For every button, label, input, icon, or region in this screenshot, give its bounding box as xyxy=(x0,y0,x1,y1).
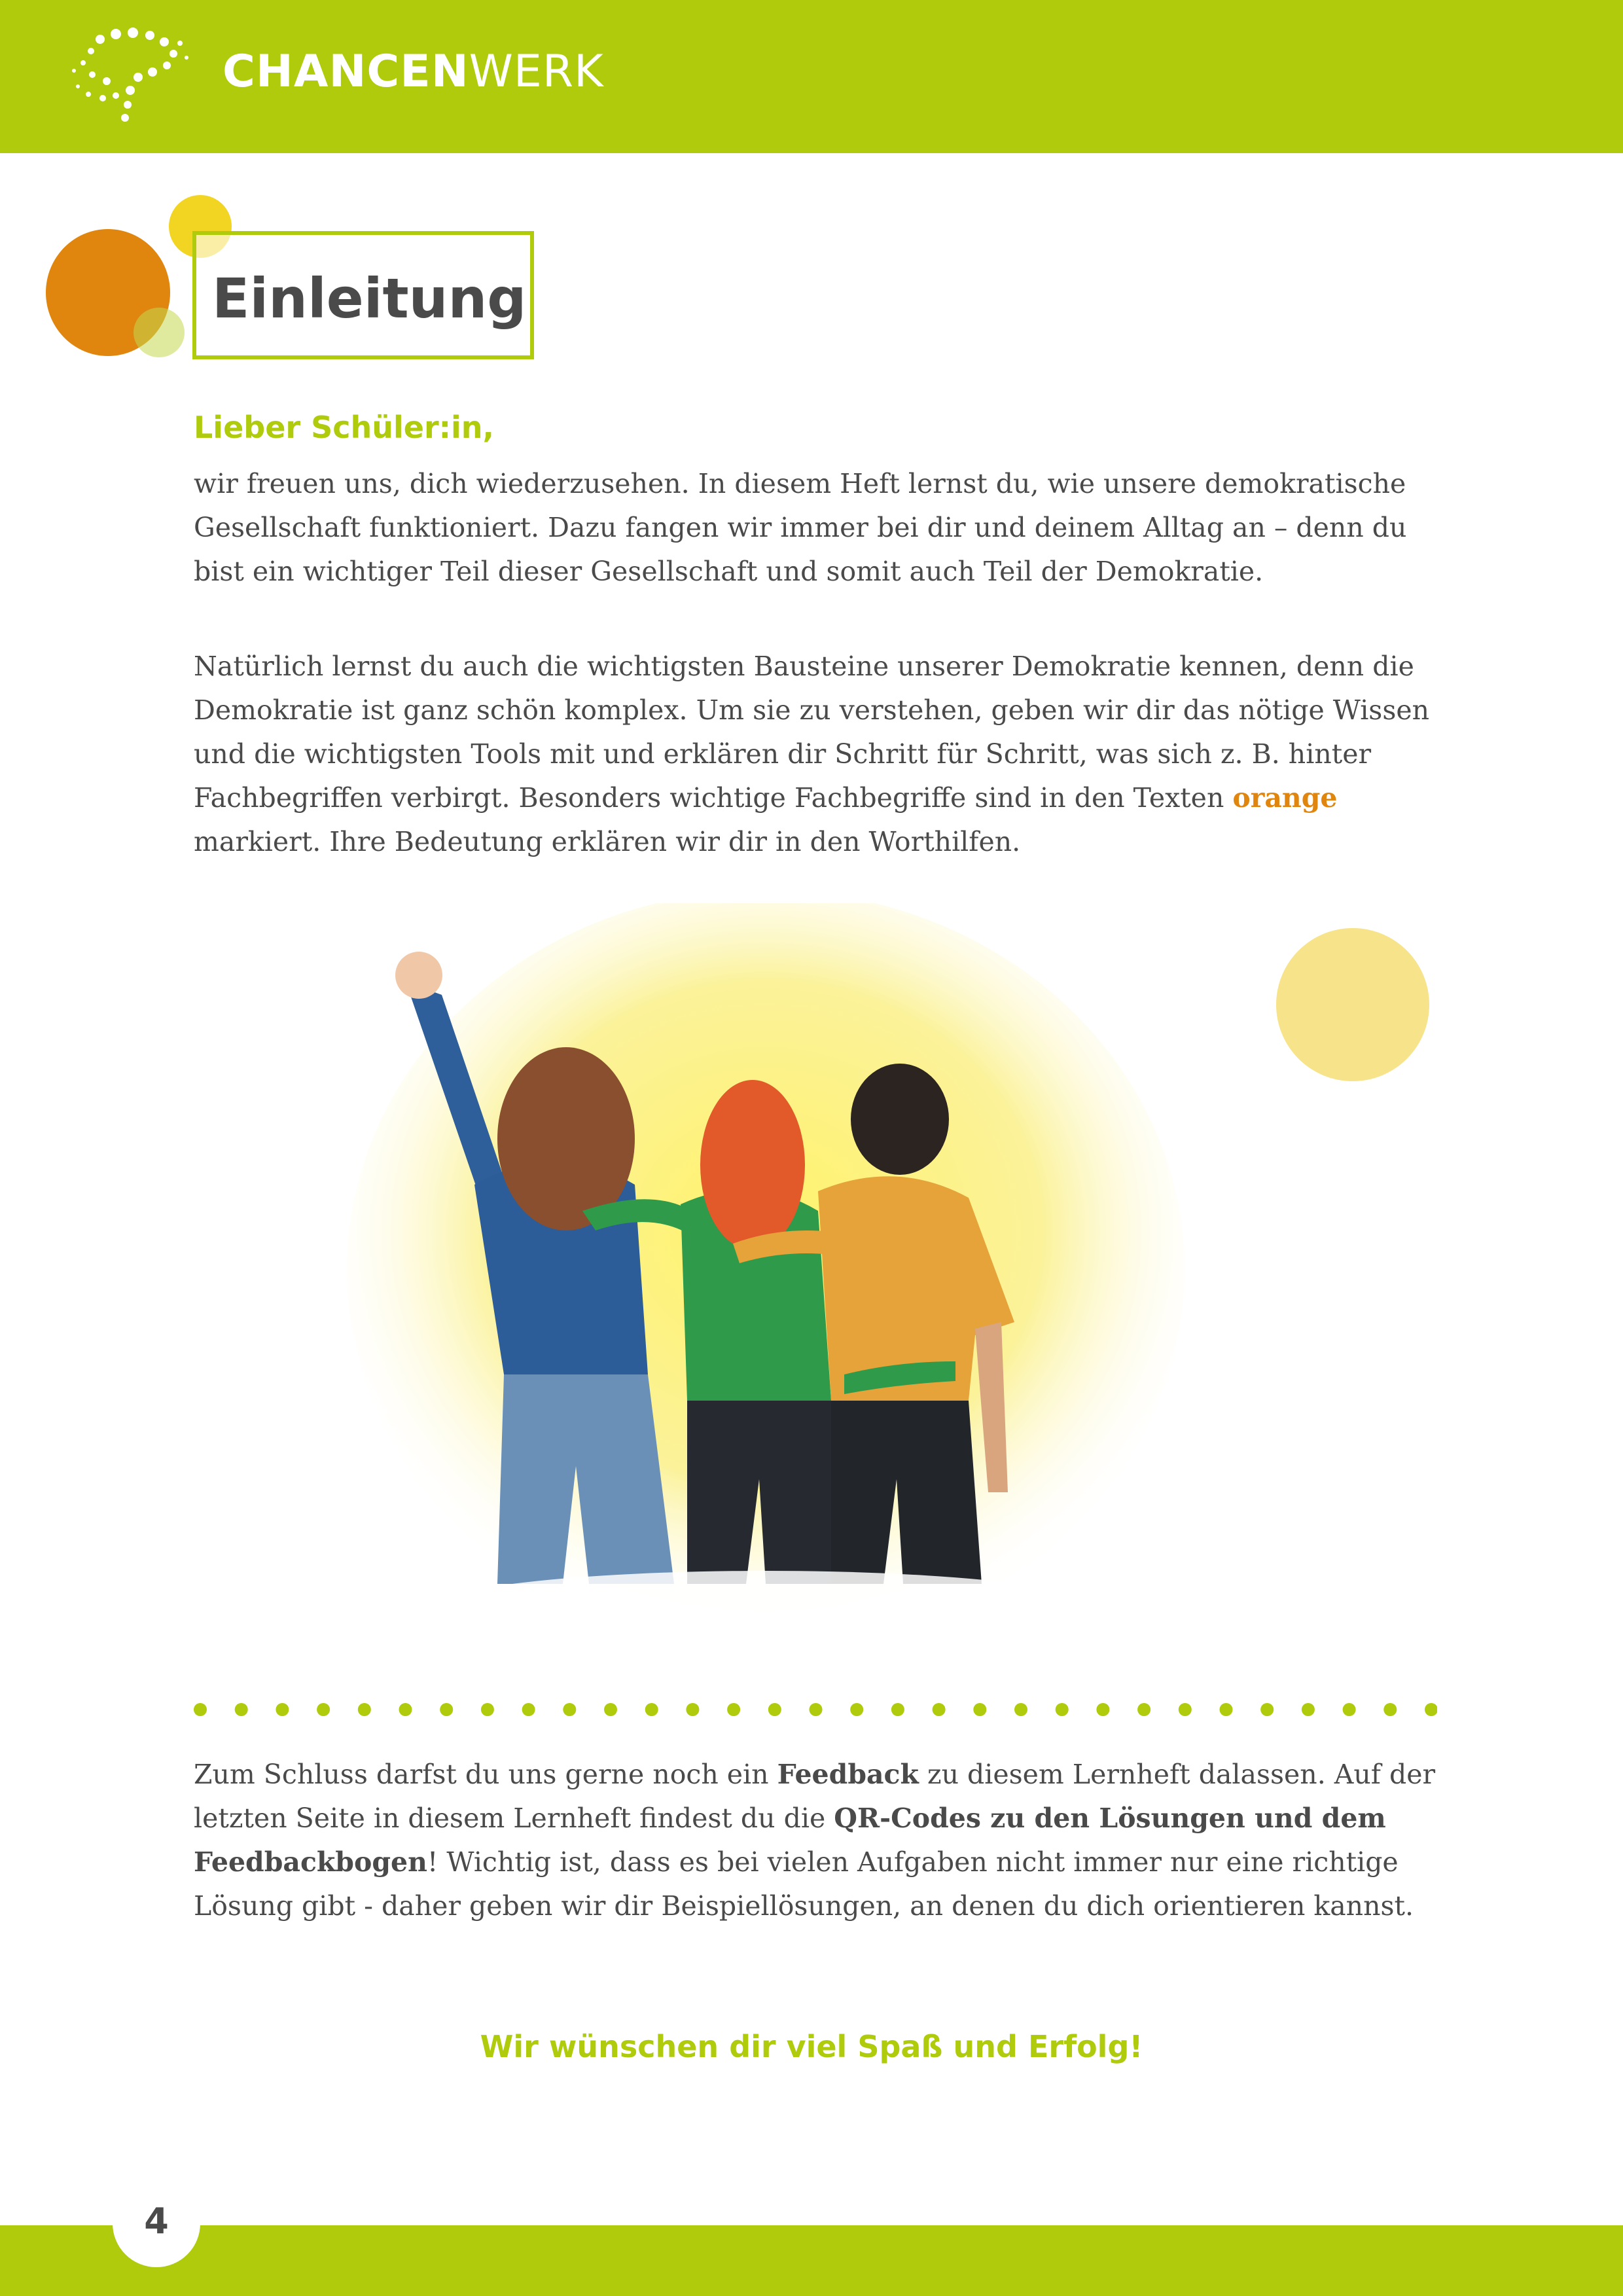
three-friends-illustration xyxy=(308,903,1237,1689)
pale-yellow-circle-decoration xyxy=(1276,928,1429,1081)
dotted-divider xyxy=(194,1702,1437,1717)
lime-circle-decoration xyxy=(134,308,185,357)
page-title: Einleitung xyxy=(212,266,527,331)
outro-paragraph: Zum Schluss darfst du uns gerne noch ein Feedback zu diesem Lernheft dalassen. Auf der letzten Seite in diesem Lernheft findest du die QR-Codes zu den Lösungen und dem Feedbackbogen! Wichtig ist, dass es bei vielen Aufgaben nicht immer nur eine richtige Lösung gibt - daher geben wir dir Beispiellösungen, an denen du dich orientieren kannst. xyxy=(194,1759,1436,1922)
dotted-arrow-logo-icon xyxy=(69,25,200,130)
header-bar xyxy=(0,0,1623,153)
footer-bar xyxy=(0,2225,1623,2296)
page-number: 4 xyxy=(144,2200,169,2242)
closing-message: Wir wünschen dir viel Spaß und Erfolg! xyxy=(480,2029,1143,2064)
greeting-heading: Lieber Schüler:in, xyxy=(194,410,495,445)
page-number-badge xyxy=(113,2179,200,2267)
intro-paragraph-2: Natürlich lernst du auch die wichtigsten Bausteine unserer Demokratie kennen, denn die Demokratie ist ganz schön komplex. Um sie zu verstehen, geben wir dir das nötige Wissen und die wichtigsten Tools mit und erklären dir Schritt für Schritt, was sich z. B. hinter Fachbegriffen verbirgt. Besonders wichtige Fachbegriffe sind in den Texten orange markiert. Ihre Bedeutung erklären wir dir in den Worthilfen. xyxy=(194,651,1430,857)
title-box xyxy=(192,231,534,359)
brand-logo-text: CHANCENWERK xyxy=(223,46,604,98)
intro-paragraph-1: wir freuen uns, dich wiederzusehen. In diesem Heft lernst du, wie unsere demokratische Gesellschaft funktioniert. Dazu fangen wir immer bei dir und deinem Alltag an – denn du bist ein wichtiger Teil dieser Gesellschaft und somit auch Teil der Demokratie. xyxy=(194,468,1407,587)
highlight-word: orange xyxy=(1232,782,1338,814)
